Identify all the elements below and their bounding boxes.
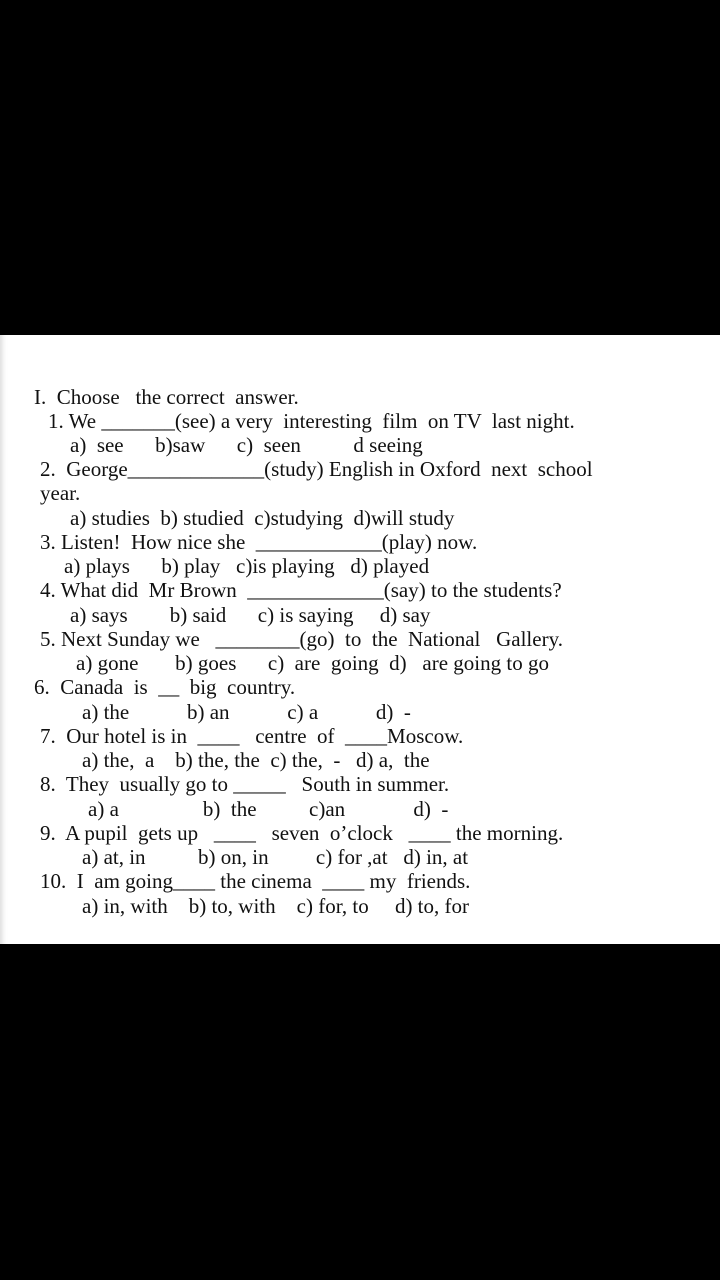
question-1: 1. We _______(see) a very interesting film on TV last night. [48,409,575,433]
question-2-options: a) studies b) studied c)studying d)will study [70,506,455,530]
document-page [0,335,720,944]
question-6: 6. Canada is __ big country. [34,675,296,699]
question-2: 2. George_____________(study) English in Oxford next school [40,457,593,481]
question-1-options: a) see b)saw c) seen d seeing [70,433,423,457]
question-5-options: a) gone b) goes c) are going d) are going to go [76,651,549,675]
question-8: 8. They usually go to _____ South in summer. [40,772,450,796]
question-3-options: a) plays b) play c)is playing d) played [64,554,430,578]
question-8-options: a) a b) the c)an d) - [88,797,449,821]
question-4: 4. What did Mr Brown _____________(say) to the students? [40,578,562,602]
question-7: 7. Our hotel is in ____ centre of ____Moscow. [40,724,464,748]
question-9-options: a) at, in b) on, in c) for ,at d) in, at [82,845,469,869]
question-3: 3. Listen! How nice she ____________(play) now. [40,530,478,554]
question-6-options: a) the b) an c) a d) - [82,700,411,724]
question-5: 5. Next Sunday we ________(go) to the National Gallery. [40,627,563,651]
exercise-heading: I. Choose the correct answer. [34,385,299,409]
question-10: 10. I am going____ the cinema ____ my friends. [40,869,471,893]
question-10-options: a) in, with b) to, with c) for, to d) to, for [82,894,470,918]
question-2-continued: year. [40,481,81,505]
question-9: 9. A pupil gets up ____ seven o’clock ____ the morning. [40,821,564,845]
question-7-options: a) the, a b) the, the c) the, - d) a, the [82,748,430,772]
question-4-options: a) says b) said c) is saying d) say [70,603,431,627]
